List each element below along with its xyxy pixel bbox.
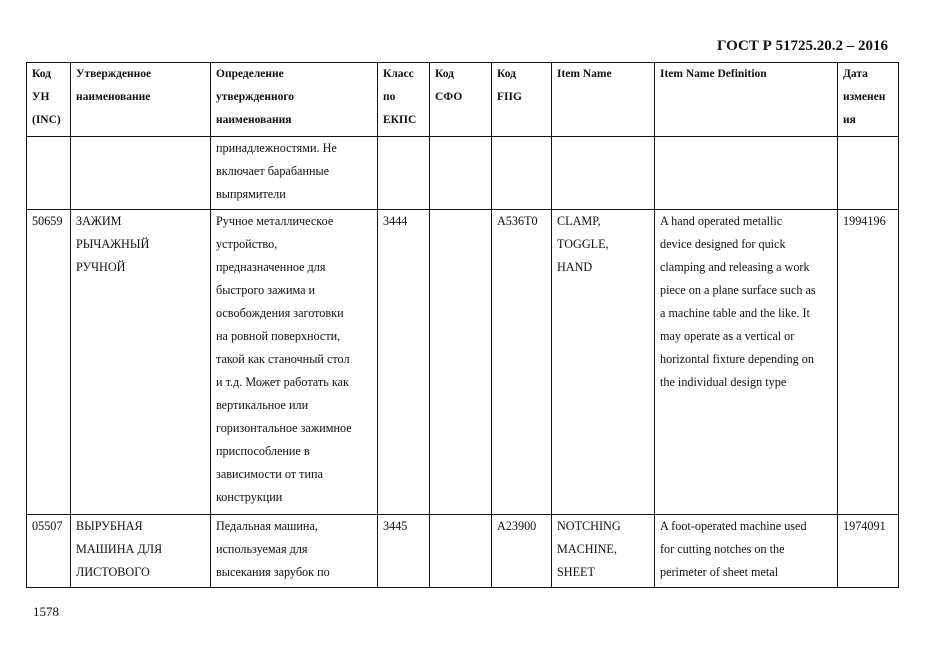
cell-item-definition: A foot-operated machine used for cutting notches on the perimeter of sheet metal <box>655 515 838 588</box>
header-change-date: Дата изменен ия <box>838 63 899 137</box>
cell-sfo <box>430 515 492 588</box>
table-header-row <box>27 63 899 137</box>
cell-name: ЗАЖИМ РЫЧАЖНЫЙ РУЧНОЙ <box>71 210 211 515</box>
cell-definition: принадлежностями. Не включает барабанные выпрямители <box>211 137 378 210</box>
header-inc: Код УН (INC) <box>27 63 71 137</box>
cell-date: 1974091 <box>838 515 899 588</box>
page-number: 1578 <box>33 604 59 619</box>
cell-ekps: 3445 <box>378 515 430 588</box>
header-item-name-definition: Item Name Definition <box>655 63 838 137</box>
cell-name: ВЫРУБНАЯ МАШИНА ДЛЯ ЛИСТОВОГО <box>71 515 211 588</box>
cell-item-name <box>552 137 655 210</box>
header-item-name: Item Name <box>552 63 655 137</box>
cell-definition: Ручное металлическое устройство, предназначенное для быстрого зажима и освобождения заготовки на ровной поверхности, такой как станочный стол и т.д. Может работать как вертикальное или горизонтальное зажимное приспособление в зависимости от типа конструкции <box>211 210 378 515</box>
header-approved-name: Утвержденное наименование <box>71 63 211 137</box>
table-row <box>27 515 899 588</box>
catalog-table <box>26 62 899 588</box>
cell-inc: 50659 <box>27 210 71 515</box>
header-definition: Определение утвержденного наименования <box>211 63 378 137</box>
cell-item-name: CLAMP, TOGGLE, HAND <box>552 210 655 515</box>
header-sfo-code: Код СФО <box>430 63 492 137</box>
header-fiig-code: Код FIIG <box>492 63 552 137</box>
cell-definition: Педальная машина, используемая для высекания зарубок по <box>211 515 378 588</box>
document-standard-header: ГОСТ Р 51725.20.2 – 2016 <box>716 38 888 54</box>
cell-date: 1994196 <box>838 210 899 515</box>
cell-fiig <box>492 137 552 210</box>
cell-ekps: 3444 <box>378 210 430 515</box>
cell-fiig: A536T0 <box>492 210 552 515</box>
cell-item-definition <box>655 137 838 210</box>
table-row <box>27 210 899 515</box>
cell-inc <box>27 137 71 210</box>
cell-item-definition: A hand operated metallic device designed for quick clamping and releasing a work piece on a plane surface such as a machine table and the like. It may operate as a vertical or horizontal fixture depending on the individual design type <box>655 210 838 515</box>
cell-item-name: NOTCHING MACHINE, SHEET <box>552 515 655 588</box>
cell-inc: 05507 <box>27 515 71 588</box>
cell-ekps <box>378 137 430 210</box>
cell-sfo <box>430 210 492 515</box>
cell-fiig: A23900 <box>492 515 552 588</box>
cell-name <box>71 137 211 210</box>
table-row <box>27 137 899 210</box>
header-ekps-class: Класс по ЕКПС <box>378 63 430 137</box>
cell-sfo <box>430 137 492 210</box>
cell-date <box>838 137 899 210</box>
